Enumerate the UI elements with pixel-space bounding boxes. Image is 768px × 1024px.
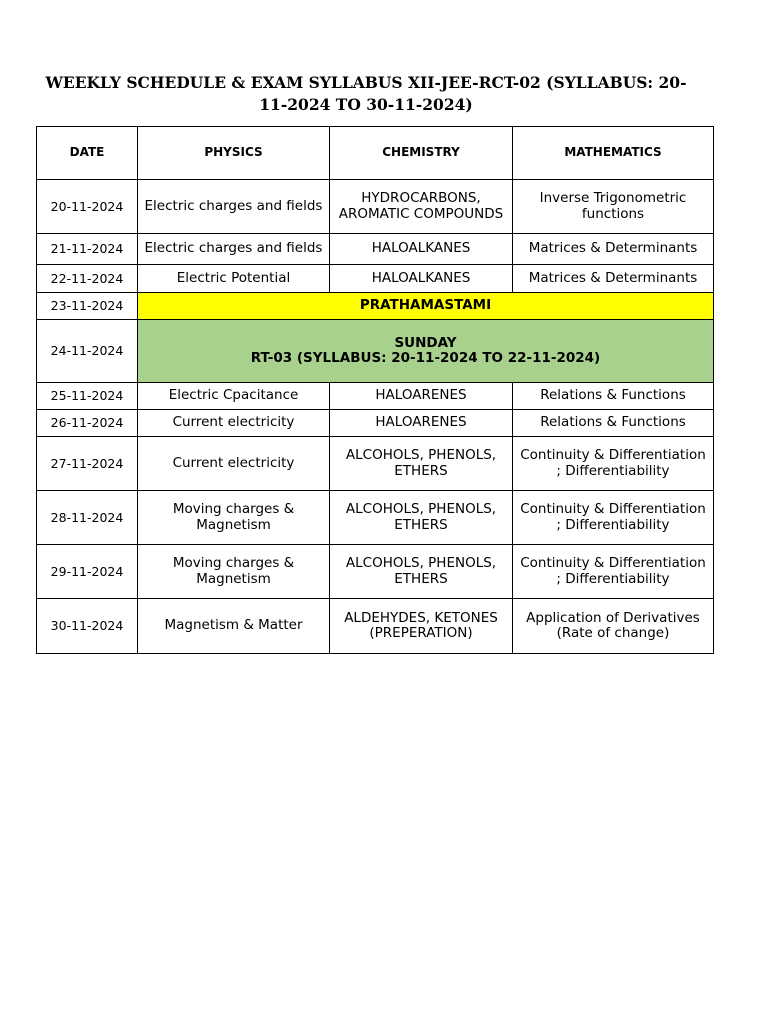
physics-cell: Magnetism & Matter bbox=[138, 599, 330, 654]
exam-row bbox=[37, 320, 714, 383]
mathematics-cell: Continuity & Differentiation ; Differentiability bbox=[513, 491, 714, 545]
table-row bbox=[37, 599, 714, 654]
mathematics-cell: Continuity & Differentiation ; Differentiability bbox=[513, 437, 714, 491]
physics-cell: Moving charges & Magnetism bbox=[138, 545, 330, 599]
chemistry-cell: HALOARENES bbox=[330, 410, 513, 437]
table-row bbox=[37, 234, 714, 265]
mathematics-cell: Continuity & Differentiation ; Differentiability bbox=[513, 545, 714, 599]
table-row bbox=[37, 410, 714, 437]
physics-cell: Moving charges & Magnetism bbox=[138, 491, 330, 545]
chemistry-cell: ALCOHOLS, PHENOLS, ETHERS bbox=[330, 437, 513, 491]
date-cell: 27-11-2024 bbox=[37, 437, 138, 491]
page-title: WEEKLY SCHEDULE & EXAM SYLLABUS XII-JEE-RCT-02 (SYLLABUS: 20-11-2024 TO 30-11-2024) bbox=[45, 73, 687, 114]
exam-cell bbox=[138, 320, 714, 383]
date-cell: 21-11-2024 bbox=[37, 234, 138, 265]
exam-syllabus-label: RT-03 (SYLLABUS: 20-11-2024 TO 22-11-2024) bbox=[250, 350, 601, 366]
date-cell: 22-11-2024 bbox=[37, 265, 138, 293]
chemistry-cell: HALOALKANES bbox=[330, 234, 513, 265]
date-cell: 20-11-2024 bbox=[37, 180, 138, 234]
physics-cell: Electric Potential bbox=[138, 265, 330, 293]
mathematics-cell: Inverse Trigonometric functions bbox=[513, 180, 714, 234]
date-cell: 23-11-2024 bbox=[37, 293, 138, 320]
chemistry-cell: ALDEHYDES, KETONES (PREPERATION) bbox=[330, 599, 513, 654]
table-row bbox=[37, 437, 714, 491]
schedule-table bbox=[36, 126, 714, 654]
header-physics: PHYSICS bbox=[138, 127, 330, 180]
physics-cell: Electric Cpacitance bbox=[138, 383, 330, 410]
table-row bbox=[37, 383, 714, 410]
date-cell: 28-11-2024 bbox=[37, 491, 138, 545]
table-row bbox=[37, 180, 714, 234]
table-header-row bbox=[37, 127, 714, 180]
physics-cell: Current electricity bbox=[138, 410, 330, 437]
physics-cell: Current electricity bbox=[138, 437, 330, 491]
chemistry-cell: ALCOHOLS, PHENOLS, ETHERS bbox=[330, 491, 513, 545]
table-row bbox=[37, 265, 714, 293]
mathematics-cell: Matrices & Determinants bbox=[513, 234, 714, 265]
chemistry-cell: HALOALKANES bbox=[330, 265, 513, 293]
date-cell: 25-11-2024 bbox=[37, 383, 138, 410]
header-chemistry: CHEMISTRY bbox=[330, 127, 513, 180]
mathematics-cell: Relations & Functions bbox=[513, 383, 714, 410]
date-cell: 30-11-2024 bbox=[37, 599, 138, 654]
chemistry-cell: ALCOHOLS, PHENOLS, ETHERS bbox=[330, 545, 513, 599]
mathematics-cell: Relations & Functions bbox=[513, 410, 714, 437]
chemistry-cell: HYDROCARBONS, AROMATIC COMPOUNDS bbox=[330, 180, 513, 234]
table-row bbox=[37, 545, 714, 599]
sunday-label: SUNDAY bbox=[394, 334, 457, 351]
date-cell: 29-11-2024 bbox=[37, 545, 138, 599]
header-mathematics: MATHEMATICS bbox=[513, 127, 714, 180]
physics-cell: Electric charges and fields bbox=[138, 180, 330, 234]
table-row bbox=[37, 491, 714, 545]
date-cell: 24-11-2024 bbox=[37, 320, 138, 383]
holiday-row bbox=[37, 293, 714, 320]
holiday-cell: PRATHAMASTAMI bbox=[138, 293, 714, 320]
date-cell: 26-11-2024 bbox=[37, 410, 138, 437]
physics-cell: Electric charges and fields bbox=[138, 234, 330, 265]
mathematics-cell: Application of Derivatives (Rate of change) bbox=[513, 599, 714, 654]
header-date: DATE bbox=[37, 127, 138, 180]
mathematics-cell: Matrices & Determinants bbox=[513, 265, 714, 293]
chemistry-cell: HALOARENES bbox=[330, 383, 513, 410]
